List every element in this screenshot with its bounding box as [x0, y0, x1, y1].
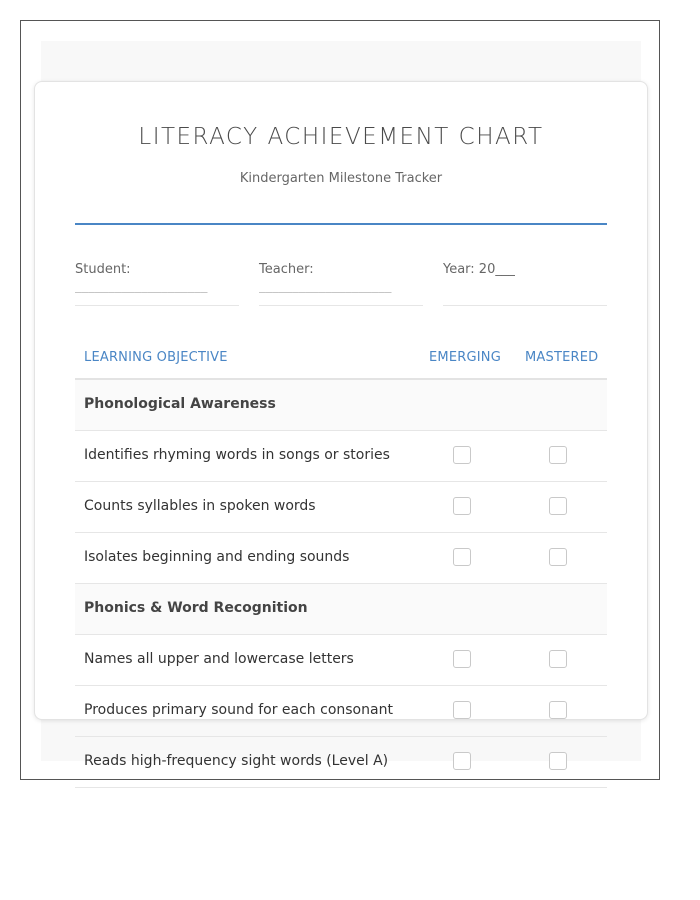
- teacher-blank: ____________________: [259, 280, 392, 293]
- student-field[interactable]: [75, 262, 239, 306]
- section-row: [75, 584, 607, 635]
- emerging-checkbox[interactable]: [453, 701, 471, 719]
- table-row: [75, 431, 607, 482]
- emerging-checkbox[interactable]: [453, 650, 471, 668]
- table-row: [75, 737, 607, 788]
- table-row: [75, 686, 607, 737]
- mastered-checkbox[interactable]: [549, 497, 567, 515]
- objective-label: Produces primary sound for each consonant: [84, 702, 393, 718]
- teacher-field[interactable]: [259, 262, 423, 306]
- page-title: LITERACY ACHIEVEMENT CHART: [138, 124, 544, 150]
- table-header: [75, 337, 607, 380]
- mastered-checkbox[interactable]: [549, 650, 567, 668]
- student-blank: ____________________: [75, 280, 208, 293]
- column-header-emerging: EMERGING: [429, 350, 501, 365]
- mastered-checkbox[interactable]: [549, 548, 567, 566]
- teacher-label: Teacher:: [259, 262, 314, 277]
- year-field[interactable]: [443, 262, 607, 306]
- objectives-table: [75, 337, 607, 788]
- emerging-checkbox[interactable]: [453, 752, 471, 770]
- emerging-checkbox[interactable]: [453, 446, 471, 464]
- year-label: Year: 20___: [443, 262, 515, 277]
- objective-label: Reads high-frequency sight words (Level A): [84, 753, 389, 769]
- objective-label: Names all upper and lowercase letters: [84, 651, 354, 667]
- table-row: [75, 482, 607, 533]
- section-row: [75, 380, 607, 431]
- table-row: [75, 635, 607, 686]
- mastered-checkbox[interactable]: [549, 446, 567, 464]
- student-label: Student:: [75, 262, 131, 277]
- column-header-objective: LEARNING OBJECTIVE: [84, 350, 228, 365]
- emerging-checkbox[interactable]: [453, 497, 471, 515]
- column-header-mastered: MASTERED: [525, 350, 599, 365]
- emerging-checkbox[interactable]: [453, 548, 471, 566]
- section-title: Phonics & Word Recognition: [84, 600, 308, 616]
- title-divider: [75, 223, 607, 225]
- objective-label: Isolates beginning and ending sounds: [84, 549, 350, 565]
- table-row: [75, 533, 607, 584]
- objective-label: Counts syllables in spoken words: [84, 498, 316, 514]
- mastered-checkbox[interactable]: [549, 701, 567, 719]
- objective-label: Identifies rhyming words in songs or stories: [84, 447, 390, 463]
- page-subtitle: Kindergarten Milestone Tracker: [239, 171, 443, 186]
- section-title: Phonological Awareness: [84, 396, 276, 412]
- mastered-checkbox[interactable]: [549, 752, 567, 770]
